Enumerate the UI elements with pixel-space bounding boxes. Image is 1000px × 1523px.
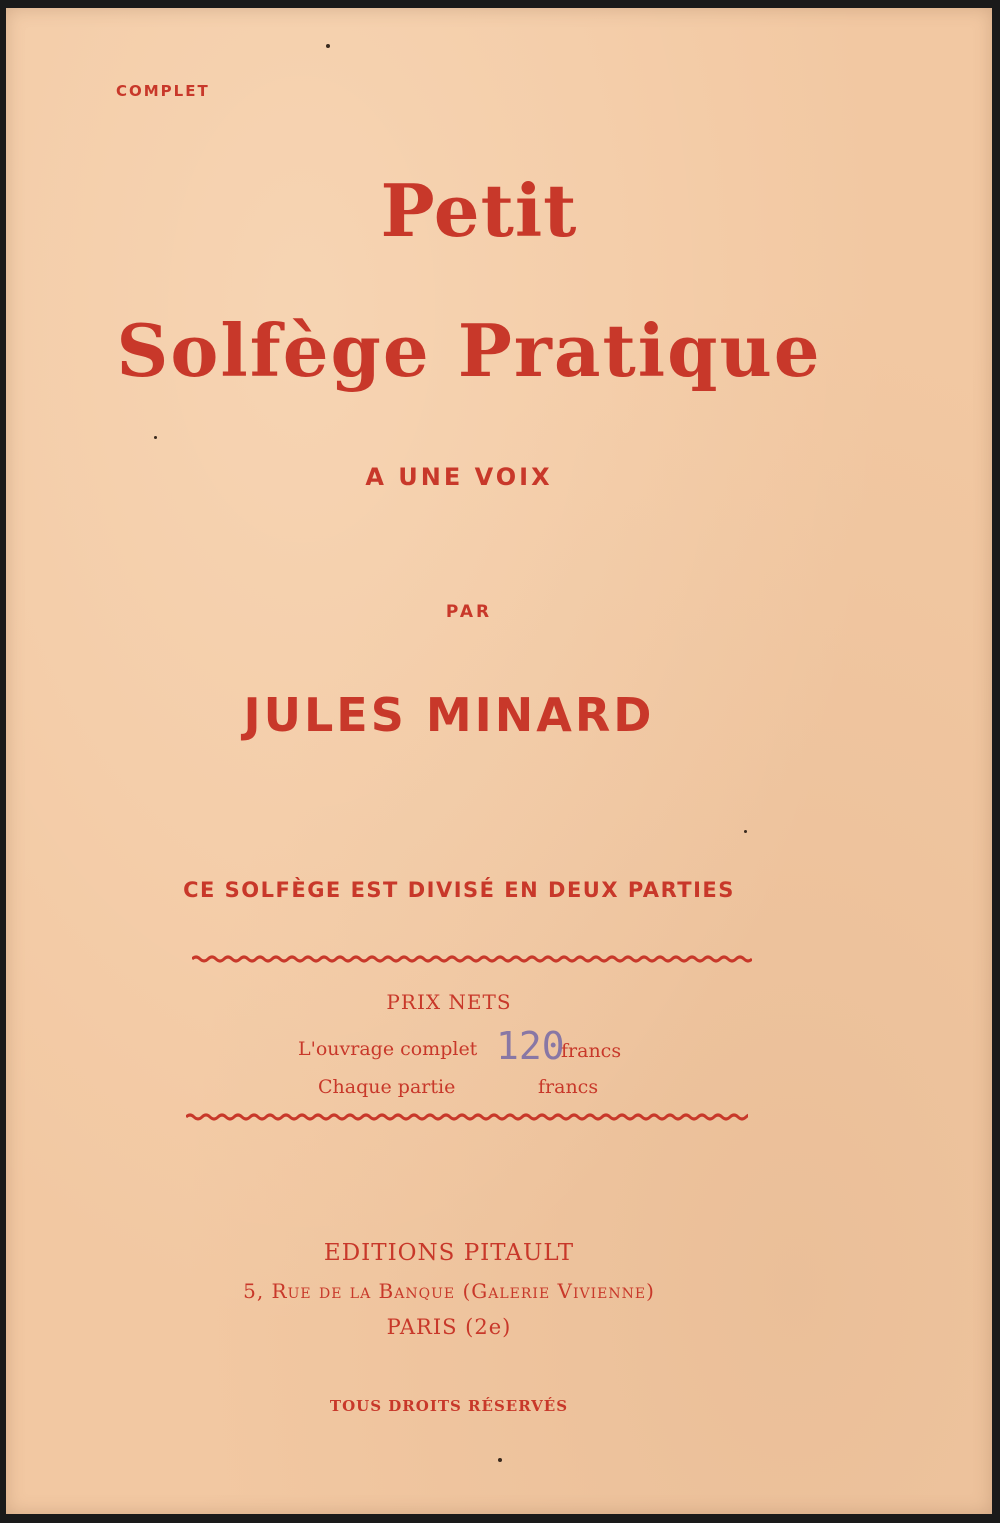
by-label: PAR: [445, 602, 493, 622]
title-line-2: Solfège Pratique: [116, 308, 822, 393]
complete-work-label: L'ouvrage complet: [298, 1038, 478, 1060]
complet-label: COMPLET: [116, 82, 210, 100]
complete-work-unit: francs: [561, 1040, 622, 1062]
rights-notice: TOUS DROITS RÉSERVÉS: [329, 1397, 569, 1415]
publisher-city: PARIS (2e): [386, 1315, 512, 1339]
publisher-name: EDITIONS PITAULT: [323, 1240, 575, 1266]
subtitle: A UNE VOIX: [365, 463, 553, 491]
wavy-rule-bottom: [186, 1112, 748, 1122]
per-part-label: Chaque partie: [318, 1076, 456, 1098]
price-stamp: 120: [496, 1024, 565, 1068]
paper-speck: [744, 830, 747, 833]
prix-nets-heading: PRIX NETS: [386, 990, 512, 1014]
per-part-unit: francs: [538, 1076, 599, 1098]
title-line-1: Petit: [380, 168, 578, 253]
publisher-address: 5, Rue de la Banque (Galerie Vivienne): [243, 1279, 655, 1303]
division-note: CE SOLFÈGE EST DIVISÉ EN DEUX PARTIES: [183, 878, 735, 902]
wavy-rule-top: [192, 954, 752, 964]
paper-speck: [154, 436, 157, 439]
author-name: JULES MINARD: [243, 688, 655, 742]
paper-speck: [498, 1458, 502, 1462]
book-cover: [6, 8, 992, 1514]
paper-speck: [326, 44, 330, 48]
